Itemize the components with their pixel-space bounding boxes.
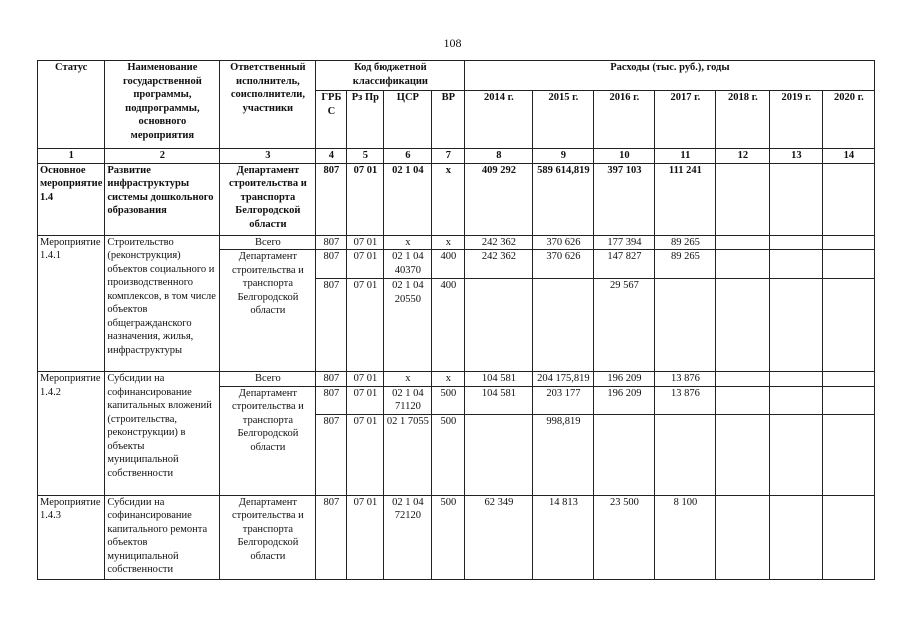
csr-cell: 02 1 04 71120 <box>384 386 432 414</box>
value-cell: 89 265 <box>655 250 716 279</box>
rzpr-cell: 07 01 <box>347 372 384 387</box>
value-cell <box>770 414 823 495</box>
csr-cell: 02 1 7055 <box>384 414 432 495</box>
value-cell: 8 100 <box>655 495 716 579</box>
rzpr-cell: 07 01 <box>347 495 384 579</box>
csr-cell: 02 1 04 72120 <box>384 495 432 579</box>
executor-total-label: Всего <box>220 235 316 250</box>
rzpr-cell: 07 01 <box>347 235 384 250</box>
measure-141-status: Мероприятие 1.4.1 <box>38 235 105 372</box>
value-cell: 589 614,819 <box>533 163 594 235</box>
column-number: 3 <box>220 149 316 164</box>
value-cell <box>823 414 875 495</box>
value-cell <box>770 235 823 250</box>
page-number: 108 <box>443 36 462 50</box>
value-cell <box>823 235 875 250</box>
grbs-cell: 807 <box>316 386 347 414</box>
value-cell: 370 626 <box>533 250 594 279</box>
header-year: 2015 г. <box>533 91 594 149</box>
value-cell: 204 175,819 <box>533 372 594 387</box>
value-cell: 147 827 <box>594 250 655 279</box>
main-status-cell: Основное мероприятие 1.4 <box>38 163 105 235</box>
main-name-cell: Развитие инфраструктуры системы дошкольного образования <box>105 163 220 235</box>
value-cell <box>465 279 533 372</box>
value-cell: 14 813 <box>533 495 594 579</box>
csr-cell: х <box>384 372 432 387</box>
measure-142-status: Мероприятие 1.4.2 <box>38 372 105 496</box>
measure-142-executor: Департамент строительства и транспорта Белгородской области <box>220 386 316 495</box>
column-number: 7 <box>432 149 465 164</box>
value-cell: 29 567 <box>594 279 655 372</box>
measure-143-name: Субсидии на софинансирование капитального ремонта объектов муниципальной собственности <box>105 495 220 579</box>
column-number: 13 <box>770 149 823 164</box>
value-cell: 23 500 <box>594 495 655 579</box>
value-cell: 196 209 <box>594 372 655 387</box>
value-cell <box>770 495 823 579</box>
value-cell <box>823 386 875 414</box>
value-cell <box>716 235 770 250</box>
column-number: 12 <box>716 149 770 164</box>
value-cell <box>716 495 770 579</box>
header-budget-code: Код бюджетной классификации <box>316 61 465 91</box>
measure-142-name: Субсидии на софинансирование капитальных вложений (строительства, реконструкции) в объекты муниципальной собственности <box>105 372 220 496</box>
header-grbs: ГРБ С <box>316 91 347 149</box>
value-cell: 397 103 <box>594 163 655 235</box>
csr-cell: 02 1 04 20550 <box>384 279 432 372</box>
column-number: 4 <box>316 149 347 164</box>
header-csr: ЦСР <box>384 91 432 149</box>
value-cell <box>465 414 533 495</box>
value-cell <box>594 414 655 495</box>
main-executor-cell: Департамент строительства и транспорта Белгородской области <box>220 163 316 235</box>
grbs-cell: 807 <box>316 235 347 250</box>
header-year: 2018 г. <box>716 91 770 149</box>
rzpr-cell: 07 01 <box>347 279 384 372</box>
value-cell: 409 292 <box>465 163 533 235</box>
vr-cell: 400 <box>432 279 465 372</box>
measure-143-row <box>38 495 875 579</box>
value-cell: 104 581 <box>465 386 533 414</box>
value-cell: 242 362 <box>465 250 533 279</box>
vr-cell: 400 <box>432 250 465 279</box>
grbs-cell: 807 <box>316 279 347 372</box>
grbs-cell: 807 <box>316 163 347 235</box>
csr-cell: х <box>384 235 432 250</box>
grbs-cell: 807 <box>316 495 347 579</box>
header-status: Статус <box>38 61 105 149</box>
vr-cell: 500 <box>432 495 465 579</box>
value-cell: 13 876 <box>655 386 716 414</box>
grbs-cell: 807 <box>316 372 347 387</box>
csr-cell: 02 1 04 40370 <box>384 250 432 279</box>
measure-141-total-row <box>38 235 875 250</box>
value-cell: 104 581 <box>465 372 533 387</box>
grbs-cell: 807 <box>316 414 347 495</box>
value-cell <box>716 414 770 495</box>
measure-141-name: Строительство (реконструкция) объектов социального и производственного комплексов, в том числе объектов общегражданского назначения, жилья, инфраструктуры <box>105 235 220 372</box>
value-cell: 196 209 <box>594 386 655 414</box>
vr-cell: 500 <box>432 414 465 495</box>
value-cell: 13 876 <box>655 372 716 387</box>
column-number: 1 <box>38 149 105 164</box>
column-number: 6 <box>384 149 432 164</box>
measure-142-total-row <box>38 372 875 387</box>
header-year: 2016 г. <box>594 91 655 149</box>
vr-cell: х <box>432 372 465 387</box>
value-cell: 111 241 <box>655 163 716 235</box>
measure-141-executor: Департамент строительства и транспорта Белгородской области <box>220 250 316 372</box>
value-cell <box>655 414 716 495</box>
value-cell <box>823 495 875 579</box>
column-numbers-row <box>38 149 875 164</box>
executor-total-label: Всего <box>220 372 316 387</box>
value-cell <box>716 372 770 387</box>
column-number: 9 <box>533 149 594 164</box>
header-rzpr: Рз Пр <box>347 91 384 149</box>
header-expenses: Расходы (тыс. руб.), годы <box>465 61 875 91</box>
header-year: 2017 г. <box>655 91 716 149</box>
value-cell <box>770 386 823 414</box>
value-cell <box>716 279 770 372</box>
value-cell: 370 626 <box>533 235 594 250</box>
value-cell <box>770 163 823 235</box>
value-cell <box>533 279 594 372</box>
column-number: 10 <box>594 149 655 164</box>
csr-cell: 02 1 04 <box>384 163 432 235</box>
value-cell <box>823 279 875 372</box>
measure-143-status: Мероприятие 1.4.3 <box>38 495 105 579</box>
value-cell <box>655 279 716 372</box>
main-measure-row <box>38 163 875 235</box>
value-cell: 998,819 <box>533 414 594 495</box>
rzpr-cell: 07 01 <box>347 250 384 279</box>
value-cell <box>716 163 770 235</box>
column-number: 8 <box>465 149 533 164</box>
value-cell <box>823 163 875 235</box>
vr-cell: х <box>432 163 465 235</box>
value-cell: 177 394 <box>594 235 655 250</box>
header-vr: ВР <box>432 91 465 149</box>
column-number: 2 <box>105 149 220 164</box>
header-year: 2014 г. <box>465 91 533 149</box>
value-cell <box>770 250 823 279</box>
value-cell: 242 362 <box>465 235 533 250</box>
value-cell: 62 349 <box>465 495 533 579</box>
rzpr-cell: 07 01 <box>347 414 384 495</box>
grbs-cell: 807 <box>316 250 347 279</box>
value-cell <box>770 372 823 387</box>
vr-cell: 500 <box>432 386 465 414</box>
column-number: 5 <box>347 149 384 164</box>
vr-cell: х <box>432 235 465 250</box>
column-number: 11 <box>655 149 716 164</box>
value-cell: 89 265 <box>655 235 716 250</box>
header-executor: Ответственный исполнитель, соисполнители, участники <box>220 61 316 149</box>
header-row-1 <box>38 61 875 91</box>
measure-143-executor: Департамент строительства и транспорта Белгородской области <box>220 495 316 579</box>
header-year: 2019 г. <box>770 91 823 149</box>
value-cell: 203 177 <box>533 386 594 414</box>
value-cell <box>823 250 875 279</box>
value-cell <box>716 250 770 279</box>
rzpr-cell: 07 01 <box>347 163 384 235</box>
value-cell <box>823 372 875 387</box>
value-cell <box>716 386 770 414</box>
header-year: 2020 г. <box>823 91 875 149</box>
value-cell <box>770 279 823 372</box>
rzpr-cell: 07 01 <box>347 386 384 414</box>
budget-table <box>37 60 875 580</box>
header-name: Наименование государственной программы, подпрограммы, основного мероприятия <box>105 61 220 149</box>
column-number: 14 <box>823 149 875 164</box>
